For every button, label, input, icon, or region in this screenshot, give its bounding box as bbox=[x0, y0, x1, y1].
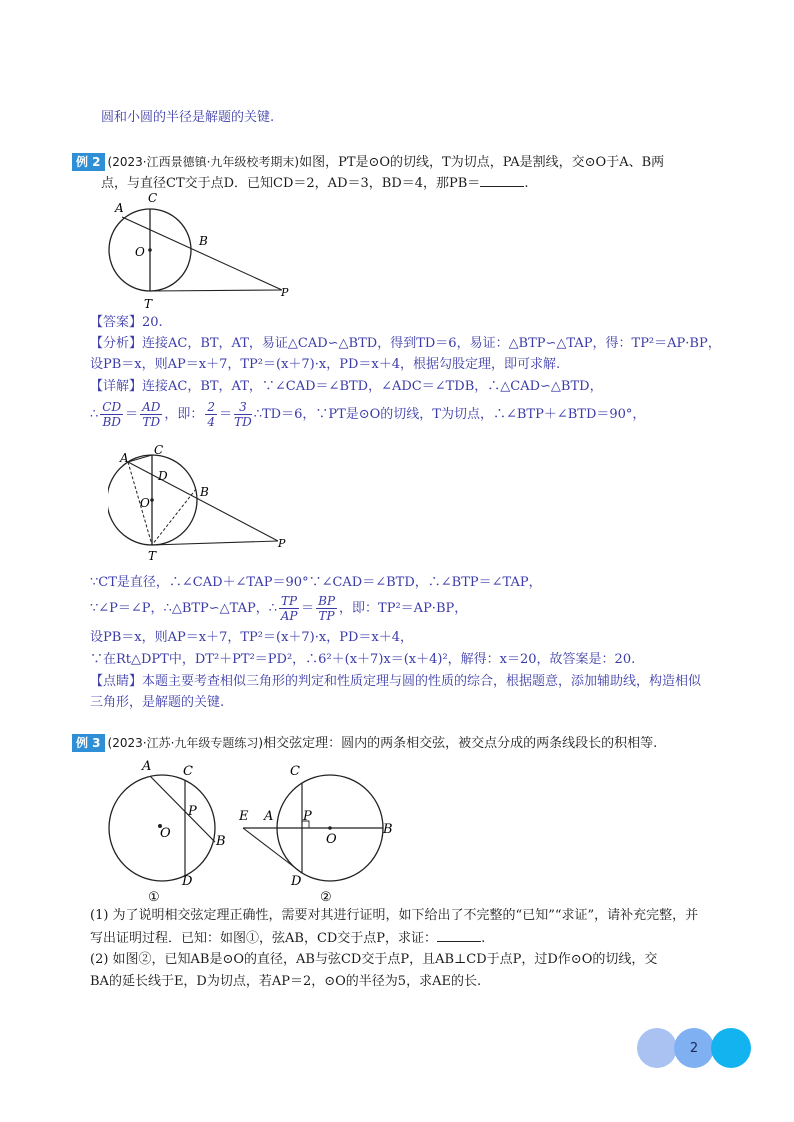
tangent-ed bbox=[243, 828, 302, 873]
ex2-detail-1: 【详解】连接AC，BT，AT，∵∠CAD＝∠BTD，∠ADC＝∠TDB，∴△CAD∽△BTD， bbox=[90, 379, 603, 394]
secant-pa-2 bbox=[128, 462, 278, 541]
ex3-q1-line2: 写出证明过程．已知：如图①，弦AB，CD交于点P，求证： . bbox=[90, 928, 485, 949]
label-d-2: D bbox=[158, 469, 168, 483]
center-dot bbox=[148, 248, 152, 252]
center-dot-4 bbox=[328, 826, 332, 830]
ex2-source: (2023·江西景德镇·九年级校考期末) bbox=[107, 155, 300, 169]
ex2-analysis-2: 设PB＝x，则AP＝x＋7，TP²＝(x＋7)·x，PD＝x＋4，根据勾股定理，即可求解. bbox=[90, 357, 561, 372]
ex3-figure-2 bbox=[235, 755, 405, 905]
ex3-q2-line1: (2) 如图②，已知AB是⊙O的直径，AB与弦CD交于点P，且AB⊥CD于点P，过D作⊙O的切线，交 bbox=[90, 952, 658, 967]
answer-blank bbox=[480, 173, 524, 187]
ex3-q2-line2: BA的延长线于E，D为切点，若AP＝2，⊙O的半径为5，求AE的长. bbox=[90, 974, 482, 989]
label-c-3: C bbox=[183, 764, 193, 779]
ex2-detail-6: ∵在Rt△DPT中，DT²＋PT²＝PD²，∴6²＋(x＋7)x＝(x＋4)²，解得：x＝20，故答案是：20. bbox=[90, 652, 636, 667]
label-c: C bbox=[148, 191, 158, 205]
label-c-4: C bbox=[290, 764, 300, 779]
fraction-2-4: $\frac{2}{4}$ bbox=[207, 400, 216, 429]
label-p-2: P bbox=[278, 537, 286, 550]
center-dot-2 bbox=[150, 498, 154, 502]
ex2-detail-3: ∵CT是直径，∴∠CAD＋∠TAP＝90°∵∠CAD＝∠BTD，∴∠BTP＝∠TAP， bbox=[90, 575, 542, 590]
ex2-analysis-1: 【分析】连接AC，BT，AT，易证△CAD∽△BTD，得到TD＝6，易证：△BTP∽△TAP，得：TP²＝AP·BP， bbox=[90, 336, 721, 351]
ex3-figure-1 bbox=[100, 755, 240, 905]
label-b-4: B bbox=[383, 822, 393, 837]
caption-2: ② bbox=[320, 890, 332, 905]
intro-tail: 圆和小圆的半径是解题的关键. bbox=[101, 110, 275, 125]
label-d-3: D bbox=[182, 874, 193, 889]
ex2-figure-2 bbox=[108, 440, 298, 575]
ex2-detail-2: ∴ $\frac{CD}{BD}$ ＝ $\frac{AD}{TD}$ ，即： $\frac{2}{4}$ ＝ $\frac{3}{TD}$ ∴TD＝6，∵PT是⊙O的切线，T为切点，∴∠BTP＋∠BTD＝90°， bbox=[90, 400, 646, 429]
fraction-bp-tp: $\frac{BP}{TP}$ bbox=[318, 594, 336, 623]
proof-blank bbox=[437, 928, 481, 942]
fraction-ad-td: $\frac{AD}{TD}$ bbox=[142, 400, 161, 429]
tangent-pt bbox=[150, 290, 282, 291]
page-badge-circle-right bbox=[711, 1028, 751, 1068]
ex2-figure-1 bbox=[100, 190, 300, 315]
label-p-3: P bbox=[188, 804, 197, 819]
label-a-2: A bbox=[120, 451, 129, 465]
ex2-comment-2: 三角形，是解题的关键. bbox=[90, 695, 225, 710]
ex2-tag: 例 2 bbox=[72, 153, 105, 171]
label-p-4: P bbox=[303, 809, 312, 824]
label-a-4: A bbox=[264, 809, 274, 824]
ex3-source: (2023·江苏·九年级专题练习) bbox=[107, 736, 264, 750]
ex2-question-line1 bbox=[72, 152, 664, 173]
segment-bt bbox=[152, 489, 196, 545]
label-o-2: O bbox=[140, 496, 150, 510]
label-b-3: B bbox=[216, 834, 226, 849]
caption-1: ① bbox=[148, 890, 160, 905]
label-c-2: C bbox=[154, 443, 164, 457]
ex3-q1-line1: (1) 为了说明相交弦定理正确性，需要对其进行证明，如下给出了不完整的“已知”“求证”，请补充完整，并 bbox=[90, 908, 699, 923]
label-a-3: A bbox=[142, 759, 152, 774]
label-e-4: E bbox=[239, 809, 249, 824]
ex2-question-line2: 点，与直径CT交于点D．已知CD＝2，AD＝3，BD＝4，那PB＝ . bbox=[101, 173, 528, 194]
ex2-detail-4: ∵∠P＝∠P，∴△BTP∽△TAP，∴ $\frac{TP}{AP}$ ＝ $\frac{BP}{TP}$ ，即：TP²＝AP·BP， bbox=[90, 594, 468, 623]
label-p: P bbox=[281, 286, 289, 299]
ex2-answer: 【答案】20. bbox=[90, 315, 163, 330]
label-a: A bbox=[115, 201, 124, 215]
label-b: B bbox=[199, 234, 208, 248]
ex3-tag: 例 3 bbox=[72, 734, 105, 752]
fraction-cd-bd: $\frac{CD}{BD}$ bbox=[102, 400, 122, 429]
fraction-3-td: $\frac{3}{TD}$ bbox=[234, 400, 252, 429]
ex3-question-line1 bbox=[72, 733, 657, 754]
label-d-4: D bbox=[291, 874, 302, 889]
fraction-tp-ap: $\frac{TP}{AP}$ bbox=[280, 594, 298, 623]
label-o-3: O bbox=[160, 826, 171, 841]
ex2-detail-5: 设PB＝x，则AP＝x＋7，TP²＝(x＋7)·x，PD＝x＋4， bbox=[90, 630, 413, 645]
secant-pa bbox=[122, 217, 282, 290]
label-t-2: T bbox=[148, 549, 157, 563]
label-o-4: O bbox=[326, 832, 337, 847]
ex2-question-text1: 如图，PT是⊙O的切线，T为切点，PA是割线，交⊙O于A、B两 bbox=[299, 155, 665, 170]
label-b-2: B bbox=[200, 485, 209, 499]
ex3-stem: 相交弦定理：圆内的两条相交弦，被交点分成的两条线段长的积相等. bbox=[263, 736, 658, 751]
page-number: 2 bbox=[674, 1028, 714, 1068]
tangent-pt-2 bbox=[152, 541, 278, 545]
ex2-comment-1: 【点睛】本题主要考查相似三角形的判定和性质定理与圆的性质的综合，根据题意，添加辅助线，构造相似 bbox=[90, 674, 702, 689]
page-badge-circle-left bbox=[637, 1028, 677, 1068]
label-t: T bbox=[144, 297, 153, 311]
label-o: O bbox=[135, 245, 145, 259]
